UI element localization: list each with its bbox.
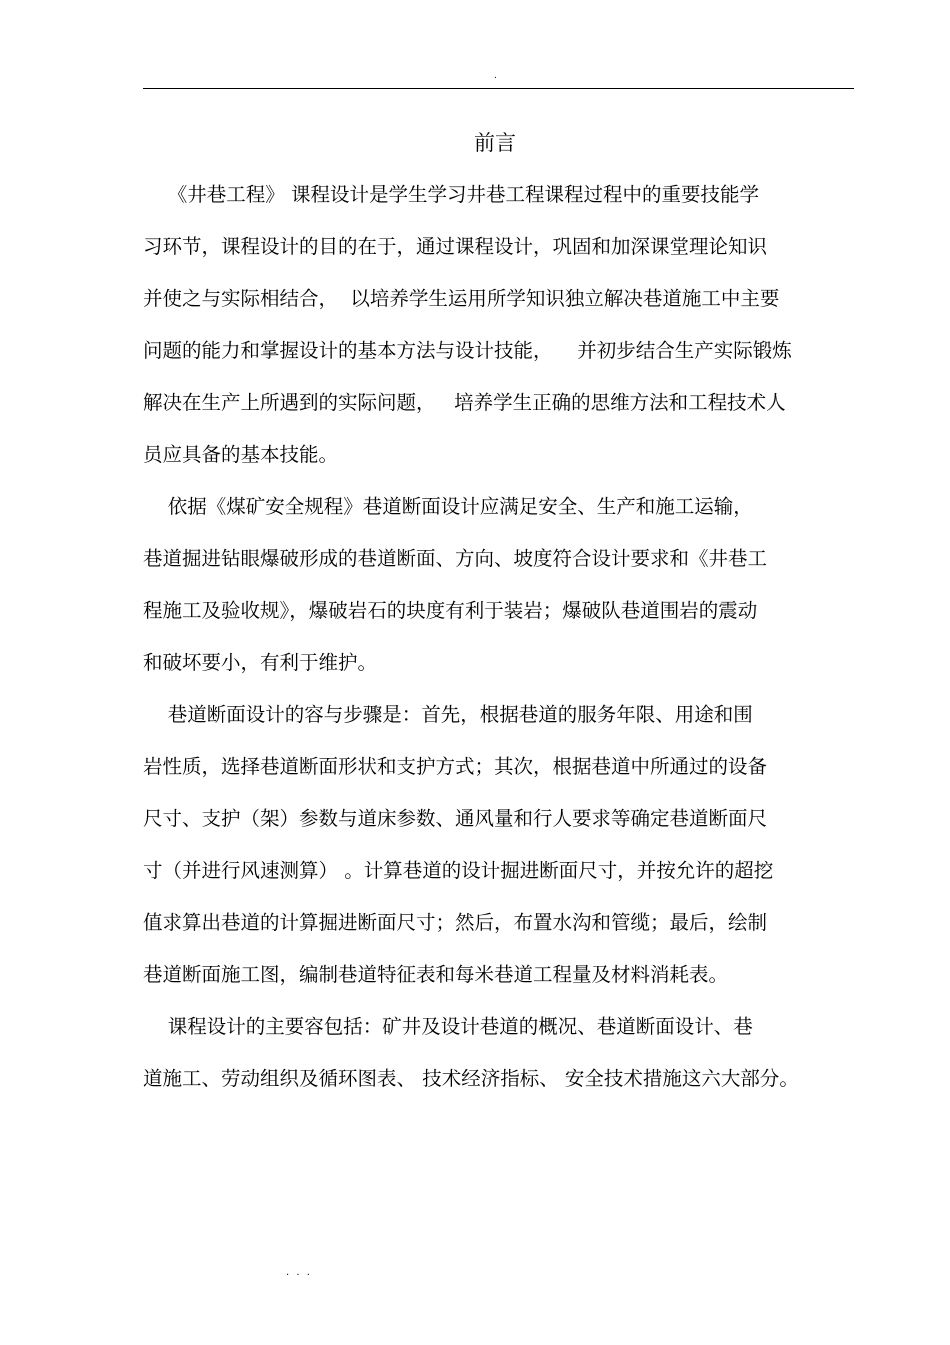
text-line: 岩性质，选择巷道断面形状和支护方式；其次，根据巷道中所通过的设备 — [143, 755, 768, 778]
text-line: 课程设计的主要容包括：矿井及设计巷道的概况、巷道断面设计、巷 — [143, 1015, 753, 1038]
header-rule — [143, 88, 854, 89]
text-line: 道施工、劳动组织及循环图表、 技术经济指标、 安全技术措施这六大部分。 — [143, 1067, 799, 1090]
text-line: 值求算出巷道的计算掘进断面尺寸；然后，布置水沟和管缆；最后，绘制 — [143, 911, 768, 934]
text-line: 《井巷工程》 课程设计是学生学习井巷工程课程过程中的重要技能学 — [143, 183, 759, 206]
text-line: 寸（并进行风速测算） 。计算巷道的设计掘进断面尺寸，并按允许的超挖 — [143, 859, 774, 882]
text-line: 并使之与实际相结合， 以培养学生运用所学知识独立解决巷道施工中主要 — [143, 287, 780, 310]
text-line: 尺寸、支护（架）参数与道床参数、通风量和行人要求等确定巷道断面尺 — [143, 807, 768, 830]
text-line: 巷道断面设计的容与步骤是：首先，根据巷道的服务年限、用途和围 — [143, 703, 753, 726]
text-line: 巷道断面施工图，编制巷道特征表和每米巷道工程量及材料消耗表。 — [143, 963, 729, 986]
page-title: 前言 — [474, 131, 516, 155]
text-line: 依据《煤矿安全规程》巷道断面设计应满足安全、生产和施工运输， — [143, 495, 753, 518]
text-line: 巷道掘进钻眼爆破形成的巷道断面、方向、坡度符合设计要求和《井巷工 — [143, 547, 768, 570]
text-line: 程施工及验收规》，爆破岩石的块度有利于装岩；爆破队巷道围岩的震动 — [143, 599, 758, 622]
header-mark: . — [494, 71, 497, 81]
text-line: 问题的能力和掌握设计的基本方法与设计技能， 并初步结合生产实际锻炼 — [143, 339, 792, 362]
text-line: 和破坏要小，有利于维护。 — [143, 651, 378, 674]
footer-mark: . . . — [286, 1267, 312, 1278]
text-line: 解决在生产上所遇到的实际问题， 培养学生正确的思维方法和工程技术人 — [143, 391, 786, 414]
text-line: 习环节，课程设计的目的在于，通过课程设计，巩固和加深课堂理论知识 — [143, 235, 768, 258]
text-line: 员应具备的基本技能。 — [143, 443, 339, 466]
